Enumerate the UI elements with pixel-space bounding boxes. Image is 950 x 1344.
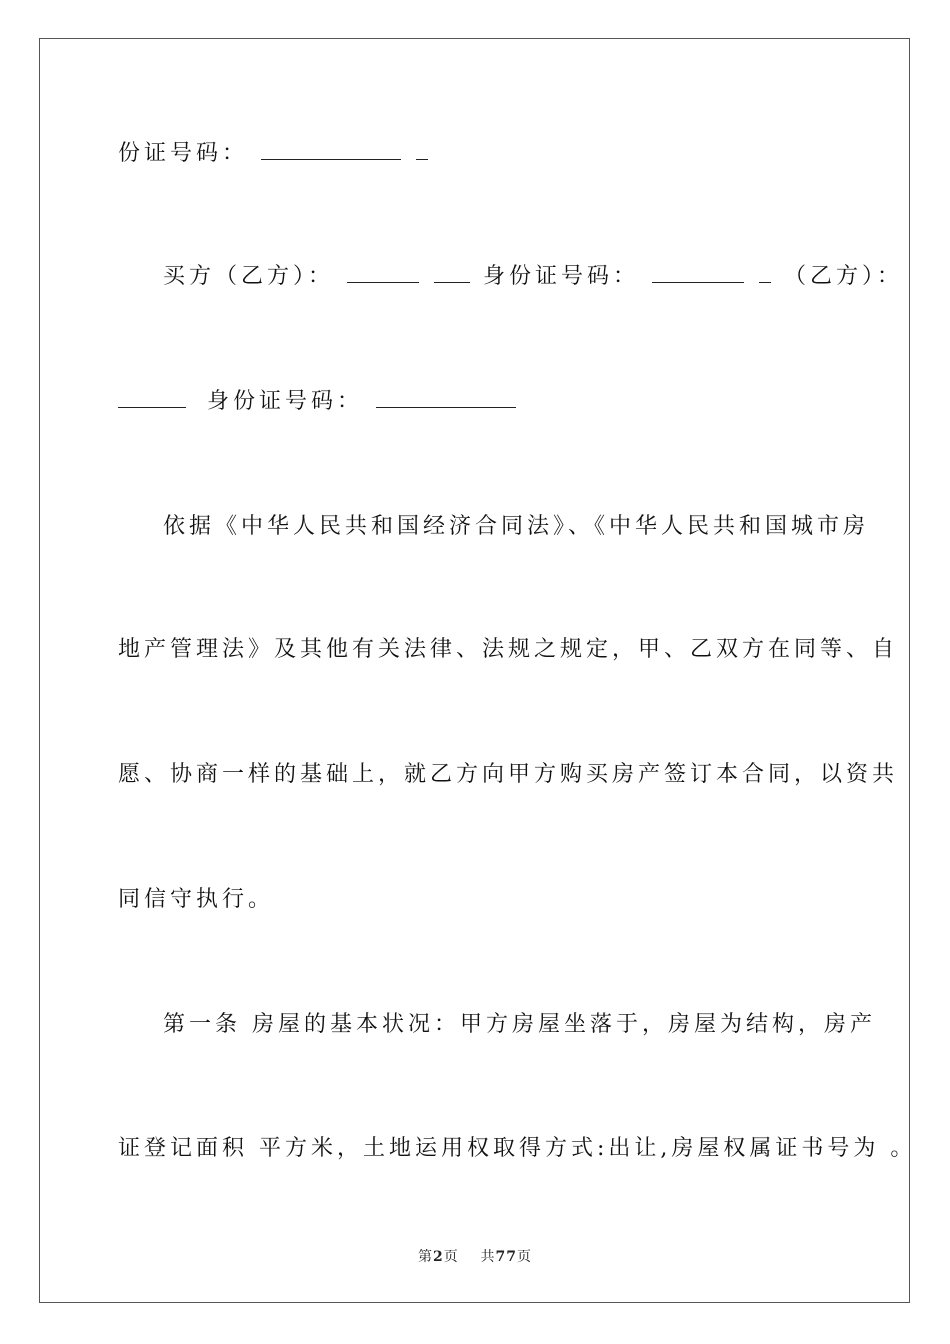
text-line-6 — [118, 761, 898, 789]
line-text: 身份证号码： — [483, 264, 640, 289]
text-line-9 — [118, 1135, 916, 1163]
page-prefix: 第 — [417, 1249, 433, 1265]
line-text: 买方（乙方）： — [163, 264, 335, 289]
blank-field — [261, 139, 401, 160]
line-text: 地产管理法》及其他有关法律、法规之规定，甲、乙双方在同等、自 — [118, 637, 899, 662]
blank-field — [416, 139, 428, 160]
total-pages: 77 — [495, 1249, 518, 1265]
line-text: 证登记面积 平方米，土地运用权取得方式:出让,房屋权属证书号为 。 — [118, 1136, 917, 1161]
total-prefix: 共 — [480, 1249, 496, 1265]
line-text: 身份证号码： — [207, 389, 364, 414]
text-line-8 — [163, 1011, 876, 1039]
line-text: （乙方）： — [784, 264, 904, 289]
page-footer — [0, 1246, 950, 1266]
blank-field — [759, 262, 771, 283]
blank-field — [434, 262, 470, 283]
text-line-3 — [118, 387, 518, 416]
page-suffix: 页 — [443, 1249, 459, 1265]
blank-field — [118, 387, 186, 408]
blank-field — [376, 387, 516, 408]
page-border — [39, 38, 910, 1303]
text-line-5 — [118, 636, 898, 664]
line-text: 份证号码： — [118, 141, 249, 166]
text-line-7 — [118, 886, 274, 914]
line-text: 第一条 房屋的基本状况：甲方房屋坐落于，房屋为结构，房产 — [163, 1012, 876, 1037]
text-line-4 — [163, 513, 869, 541]
line-text: 同信守执行。 — [118, 887, 275, 912]
blank-field — [652, 262, 744, 283]
line-text: 依据《中华人民共和国经济合同法》、《中华人民共和国城市房 — [163, 514, 870, 539]
blank-field — [347, 262, 419, 283]
page-number: 2 — [432, 1249, 444, 1265]
total-suffix: 页 — [517, 1249, 533, 1265]
line-text: 愿、协商一样的基础上，就乙方向甲方购买房产签订本合同，以资共 — [118, 762, 899, 787]
text-line-2 — [163, 262, 903, 291]
text-line-1 — [118, 139, 430, 168]
